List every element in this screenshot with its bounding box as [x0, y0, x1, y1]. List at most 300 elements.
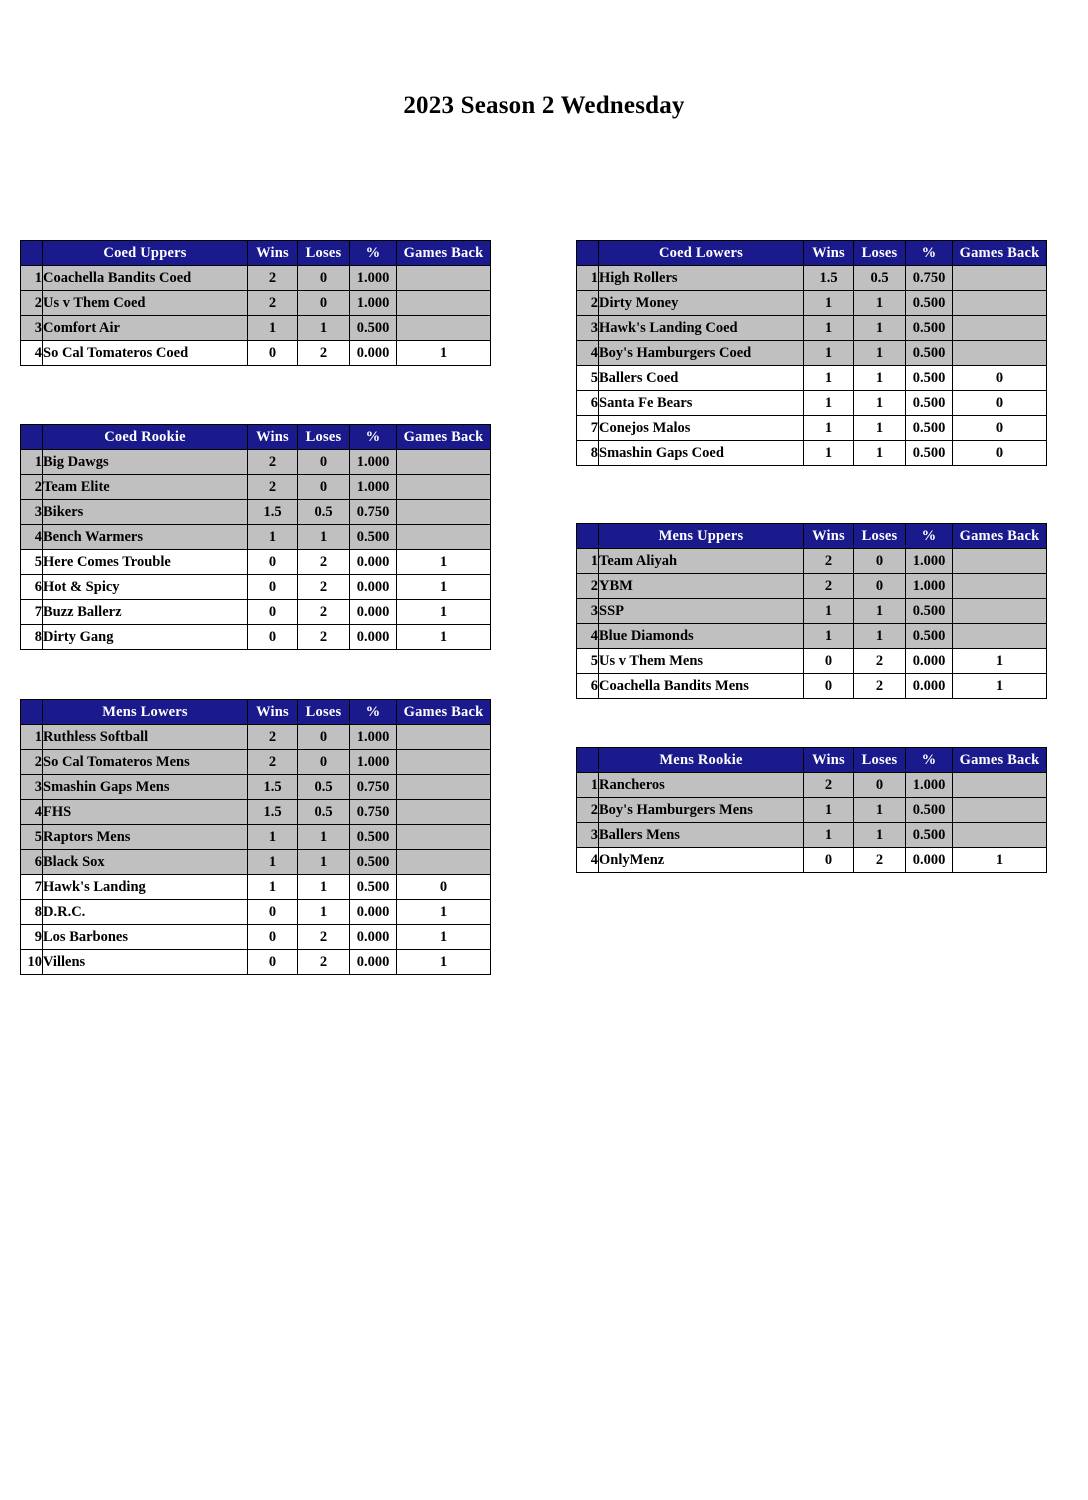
pct-cell: 0.750: [350, 500, 397, 525]
wins-cell: 1: [248, 850, 298, 875]
wins-cell: 1: [248, 875, 298, 900]
rank-cell: 3: [577, 599, 599, 624]
pct-cell: 0.500: [906, 441, 953, 466]
wins-cell: 0: [248, 600, 298, 625]
games-back-cell: 1: [397, 925, 491, 950]
loses-cell: 0.5: [298, 800, 350, 825]
pct-cell: 0.500: [350, 316, 397, 341]
loses-cell: 1: [854, 416, 906, 441]
table-mens-uppers: [576, 523, 1047, 699]
team-name-cell: Ballers Mens: [599, 823, 804, 848]
header-loses: Loses: [298, 241, 350, 266]
table-header-row: [21, 700, 491, 725]
team-name-cell: Boy's Hamburgers Coed: [599, 341, 804, 366]
header-: %: [906, 241, 953, 266]
header-games-back: Games Back: [397, 425, 491, 450]
loses-cell: 0: [298, 475, 350, 500]
games-back-cell: [953, 798, 1047, 823]
table-row: [577, 441, 1047, 466]
loses-cell: 1: [298, 850, 350, 875]
loses-cell: 1: [854, 391, 906, 416]
standings-table-coed-lowers: [576, 240, 1047, 466]
wins-cell: 1: [804, 416, 854, 441]
team-name-cell: Bikers: [43, 500, 248, 525]
games-back-cell: [397, 800, 491, 825]
table-mens-rookie: [576, 747, 1047, 873]
table-row: [577, 848, 1047, 873]
loses-cell: 1: [854, 599, 906, 624]
loses-cell: 1: [854, 341, 906, 366]
table-mens-lowers: [20, 699, 491, 975]
games-back-cell: 1: [953, 674, 1047, 699]
wins-cell: 0: [248, 550, 298, 575]
table-row: [21, 950, 491, 975]
pct-cell: 0.500: [906, 341, 953, 366]
table-row: [21, 725, 491, 750]
header-division-name: Mens Lowers: [43, 700, 248, 725]
games-back-cell: [397, 825, 491, 850]
table-row: [577, 823, 1047, 848]
table-header-row: [21, 241, 491, 266]
pct-cell: 0.000: [350, 341, 397, 366]
wins-cell: 1: [804, 599, 854, 624]
table-row: [577, 366, 1047, 391]
table-row: [21, 525, 491, 550]
team-name-cell: Smashin Gaps Mens: [43, 775, 248, 800]
rank-cell: 2: [577, 574, 599, 599]
rank-cell: 8: [21, 625, 43, 650]
pct-cell: 0.000: [350, 950, 397, 975]
pct-cell: 0.500: [906, 291, 953, 316]
loses-cell: 1: [854, 624, 906, 649]
wins-cell: 0: [804, 674, 854, 699]
header-wins: Wins: [248, 241, 298, 266]
wins-cell: 2: [248, 725, 298, 750]
header-games-back: Games Back: [953, 748, 1047, 773]
loses-cell: 1: [854, 366, 906, 391]
standings-table-mens-lowers: [20, 699, 491, 975]
wins-cell: 2: [804, 549, 854, 574]
loses-cell: 2: [298, 625, 350, 650]
table-coed-uppers: [20, 240, 491, 366]
team-name-cell: Boy's Hamburgers Mens: [599, 798, 804, 823]
games-back-cell: 0: [397, 875, 491, 900]
rank-cell: 5: [21, 825, 43, 850]
team-name-cell: Us v Them Mens: [599, 649, 804, 674]
header-loses: Loses: [298, 425, 350, 450]
pct-cell: 0.500: [906, 391, 953, 416]
pct-cell: 0.500: [906, 798, 953, 823]
pct-cell: 1.000: [350, 475, 397, 500]
team-name-cell: So Cal Tomateros Mens: [43, 750, 248, 775]
header-rank-blank: [577, 524, 599, 549]
team-name-cell: Raptors Mens: [43, 825, 248, 850]
wins-cell: 1: [248, 316, 298, 341]
loses-cell: 1: [298, 525, 350, 550]
loses-cell: 1: [854, 291, 906, 316]
table-row: [577, 266, 1047, 291]
table-row: [21, 291, 491, 316]
team-name-cell: Black Sox: [43, 850, 248, 875]
pct-cell: 1.000: [906, 773, 953, 798]
rank-cell: 4: [577, 848, 599, 873]
team-name-cell: Comfort Air: [43, 316, 248, 341]
wins-cell: 1: [804, 366, 854, 391]
table-row: [577, 773, 1047, 798]
table-row: [577, 798, 1047, 823]
wins-cell: 0: [248, 575, 298, 600]
team-name-cell: Blue Diamonds: [599, 624, 804, 649]
team-name-cell: SSP: [599, 599, 804, 624]
team-name-cell: Buzz Ballerz: [43, 600, 248, 625]
games-back-cell: 1: [397, 950, 491, 975]
team-name-cell: Team Elite: [43, 475, 248, 500]
header-wins: Wins: [804, 748, 854, 773]
table-row: [21, 750, 491, 775]
pct-cell: 0.500: [906, 624, 953, 649]
header-: %: [350, 241, 397, 266]
games-back-cell: [953, 773, 1047, 798]
pct-cell: 1.000: [350, 725, 397, 750]
loses-cell: 2: [854, 848, 906, 873]
header-rank-blank: [21, 700, 43, 725]
rank-cell: 2: [21, 750, 43, 775]
rank-cell: 5: [21, 550, 43, 575]
games-back-cell: [397, 475, 491, 500]
wins-cell: 0: [804, 848, 854, 873]
pct-cell: 0.000: [350, 550, 397, 575]
header-games-back: Games Back: [397, 700, 491, 725]
pct-cell: 0.000: [350, 575, 397, 600]
wins-cell: 1.5: [248, 800, 298, 825]
table-row: [21, 775, 491, 800]
loses-cell: 2: [854, 649, 906, 674]
wins-cell: 0: [248, 900, 298, 925]
header-: %: [906, 748, 953, 773]
rank-cell: 6: [21, 850, 43, 875]
loses-cell: 2: [298, 925, 350, 950]
wins-cell: 0: [248, 625, 298, 650]
pct-cell: 1.000: [906, 574, 953, 599]
games-back-cell: 0: [953, 366, 1047, 391]
wins-cell: 2: [804, 773, 854, 798]
standings-table-coed-rookie: [20, 424, 491, 650]
rank-cell: 4: [21, 341, 43, 366]
rank-cell: 1: [577, 549, 599, 574]
table-row: [577, 549, 1047, 574]
rank-cell: 9: [21, 925, 43, 950]
pct-cell: 0.500: [906, 366, 953, 391]
header-: %: [906, 524, 953, 549]
header-wins: Wins: [248, 700, 298, 725]
team-name-cell: Coachella Bandits Coed: [43, 266, 248, 291]
wins-cell: 1: [248, 825, 298, 850]
rank-cell: 3: [21, 775, 43, 800]
team-name-cell: Us v Them Coed: [43, 291, 248, 316]
team-name-cell: D.R.C.: [43, 900, 248, 925]
games-back-cell: [397, 525, 491, 550]
pct-cell: 0.000: [906, 649, 953, 674]
rank-cell: 6: [577, 674, 599, 699]
loses-cell: 2: [298, 575, 350, 600]
pct-cell: 0.000: [350, 900, 397, 925]
wins-cell: 1.5: [804, 266, 854, 291]
loses-cell: 2: [298, 550, 350, 575]
wins-cell: 1: [804, 798, 854, 823]
rank-cell: 3: [577, 316, 599, 341]
table-coed-lowers: [576, 240, 1047, 466]
games-back-cell: [397, 450, 491, 475]
table-row: [577, 291, 1047, 316]
table-row: [577, 599, 1047, 624]
table-header-row: [577, 748, 1047, 773]
games-back-cell: [953, 291, 1047, 316]
pct-cell: 0.500: [350, 525, 397, 550]
wins-cell: 1: [804, 441, 854, 466]
loses-cell: 0: [298, 450, 350, 475]
page-title: 2023 Season 2 Wednesday: [403, 92, 685, 119]
pct-cell: 0.000: [350, 925, 397, 950]
wins-cell: 1: [804, 291, 854, 316]
games-back-cell: [397, 850, 491, 875]
games-back-cell: [397, 750, 491, 775]
table-row: [577, 574, 1047, 599]
pct-cell: 0.000: [350, 600, 397, 625]
table-row: [21, 450, 491, 475]
pct-cell: 1.000: [350, 450, 397, 475]
team-name-cell: FHS: [43, 800, 248, 825]
table-row: [577, 674, 1047, 699]
team-name-cell: Ballers Coed: [599, 366, 804, 391]
pct-cell: 0.500: [906, 416, 953, 441]
games-back-cell: [397, 725, 491, 750]
header-: %: [350, 700, 397, 725]
pct-cell: 0.500: [350, 850, 397, 875]
standings-table-coed-uppers: [20, 240, 491, 366]
rank-cell: 10: [21, 950, 43, 975]
games-back-cell: 1: [397, 600, 491, 625]
loses-cell: 2: [298, 600, 350, 625]
pct-cell: 0.000: [906, 848, 953, 873]
table-row: [577, 624, 1047, 649]
header-loses: Loses: [854, 748, 906, 773]
wins-cell: 1: [804, 316, 854, 341]
table-row: [577, 649, 1047, 674]
table-row: [577, 341, 1047, 366]
team-name-cell: Hot & Spicy: [43, 575, 248, 600]
header-rank-blank: [21, 425, 43, 450]
header-rank-blank: [577, 241, 599, 266]
rank-cell: 4: [21, 525, 43, 550]
header-wins: Wins: [804, 241, 854, 266]
header-wins: Wins: [248, 425, 298, 450]
games-back-cell: [397, 775, 491, 800]
team-name-cell: So Cal Tomateros Coed: [43, 341, 248, 366]
rank-cell: 2: [21, 475, 43, 500]
loses-cell: 0.5: [298, 500, 350, 525]
wins-cell: 2: [804, 574, 854, 599]
loses-cell: 1: [854, 823, 906, 848]
team-name-cell: Conejos Malos: [599, 416, 804, 441]
header-division-name: Coed Lowers: [599, 241, 804, 266]
pct-cell: 0.000: [350, 625, 397, 650]
standings-table-mens-rookie: [576, 747, 1047, 873]
header-games-back: Games Back: [953, 241, 1047, 266]
wins-cell: 1: [248, 525, 298, 550]
header-loses: Loses: [298, 700, 350, 725]
wins-cell: 0: [248, 925, 298, 950]
header-loses: Loses: [854, 524, 906, 549]
team-name-cell: Big Dawgs: [43, 450, 248, 475]
games-back-cell: [953, 599, 1047, 624]
games-back-cell: 1: [397, 900, 491, 925]
loses-cell: 2: [298, 950, 350, 975]
games-back-cell: [953, 341, 1047, 366]
games-back-cell: [953, 266, 1047, 291]
wins-cell: 1: [804, 823, 854, 848]
wins-cell: 2: [248, 266, 298, 291]
games-back-cell: [397, 500, 491, 525]
pct-cell: 0.500: [906, 599, 953, 624]
header-division-name: Coed Rookie: [43, 425, 248, 450]
loses-cell: 1: [298, 316, 350, 341]
rank-cell: 2: [577, 291, 599, 316]
rank-cell: 4: [577, 341, 599, 366]
loses-cell: 1: [298, 875, 350, 900]
rank-cell: 1: [577, 266, 599, 291]
team-name-cell: Hawk's Landing Coed: [599, 316, 804, 341]
team-name-cell: YBM: [599, 574, 804, 599]
games-back-cell: 0: [953, 416, 1047, 441]
wins-cell: 0: [248, 341, 298, 366]
rank-cell: 3: [577, 823, 599, 848]
table-row: [21, 266, 491, 291]
pct-cell: 0.500: [350, 875, 397, 900]
wins-cell: 0: [248, 950, 298, 975]
header-division-name: Mens Rookie: [599, 748, 804, 773]
loses-cell: 1: [854, 441, 906, 466]
wins-cell: 1: [804, 341, 854, 366]
team-name-cell: Here Comes Trouble: [43, 550, 248, 575]
games-back-cell: [953, 549, 1047, 574]
table-row: [21, 875, 491, 900]
header-wins: Wins: [804, 524, 854, 549]
pct-cell: 1.000: [906, 549, 953, 574]
games-back-cell: [953, 823, 1047, 848]
team-name-cell: Villens: [43, 950, 248, 975]
team-name-cell: Coachella Bandits Mens: [599, 674, 804, 699]
team-name-cell: Santa Fe Bears: [599, 391, 804, 416]
pct-cell: 0.750: [350, 800, 397, 825]
header-loses: Loses: [854, 241, 906, 266]
loses-cell: 2: [298, 341, 350, 366]
loses-cell: 1: [298, 825, 350, 850]
games-back-cell: [397, 291, 491, 316]
standings-table-mens-uppers: [576, 523, 1047, 699]
table-row: [21, 316, 491, 341]
rank-cell: 3: [21, 500, 43, 525]
rank-cell: 1: [21, 725, 43, 750]
wins-cell: 2: [248, 450, 298, 475]
table-row: [577, 416, 1047, 441]
loses-cell: 1: [854, 798, 906, 823]
table-row: [21, 625, 491, 650]
team-name-cell: Los Barbones: [43, 925, 248, 950]
rank-cell: 4: [577, 624, 599, 649]
loses-cell: 0.5: [854, 266, 906, 291]
header-division-name: Coed Uppers: [43, 241, 248, 266]
pct-cell: 0.750: [350, 775, 397, 800]
table-row: [21, 575, 491, 600]
table-row: [21, 900, 491, 925]
loses-cell: 1: [854, 316, 906, 341]
games-back-cell: 1: [953, 649, 1047, 674]
rank-cell: 5: [577, 366, 599, 391]
games-back-cell: [953, 624, 1047, 649]
table-row: [21, 341, 491, 366]
pct-cell: 0.500: [906, 823, 953, 848]
pct-cell: 0.500: [350, 825, 397, 850]
team-name-cell: Team Aliyah: [599, 549, 804, 574]
pct-cell: 1.000: [350, 266, 397, 291]
rank-cell: 7: [577, 416, 599, 441]
table-header-row: [577, 241, 1047, 266]
header-: %: [350, 425, 397, 450]
table-row: [577, 391, 1047, 416]
rank-cell: 2: [21, 291, 43, 316]
table-row: [21, 550, 491, 575]
table-row: [21, 925, 491, 950]
games-back-cell: [397, 316, 491, 341]
table-row: [21, 850, 491, 875]
team-name-cell: High Rollers: [599, 266, 804, 291]
team-name-cell: Rancheros: [599, 773, 804, 798]
team-name-cell: Smashin Gaps Coed: [599, 441, 804, 466]
wins-cell: 0: [804, 649, 854, 674]
loses-cell: 0: [298, 725, 350, 750]
loses-cell: 2: [854, 674, 906, 699]
wins-cell: 1: [804, 624, 854, 649]
table-row: [21, 825, 491, 850]
header-rank-blank: [577, 748, 599, 773]
games-back-cell: [953, 574, 1047, 599]
loses-cell: 0: [298, 291, 350, 316]
rank-cell: 7: [21, 875, 43, 900]
games-back-cell: 1: [953, 848, 1047, 873]
games-back-cell: [953, 316, 1047, 341]
pct-cell: 1.000: [350, 750, 397, 775]
header-games-back: Games Back: [953, 524, 1047, 549]
wins-cell: 2: [248, 291, 298, 316]
header-division-name: Mens Uppers: [599, 524, 804, 549]
pct-cell: 1.000: [350, 291, 397, 316]
rank-cell: 8: [577, 441, 599, 466]
team-name-cell: Dirty Money: [599, 291, 804, 316]
wins-cell: 1.5: [248, 500, 298, 525]
rank-cell: 1: [577, 773, 599, 798]
loses-cell: 0: [298, 750, 350, 775]
team-name-cell: Bench Warmers: [43, 525, 248, 550]
wins-cell: 2: [248, 750, 298, 775]
loses-cell: 0: [854, 773, 906, 798]
wins-cell: 2: [248, 475, 298, 500]
games-back-cell: 1: [397, 550, 491, 575]
games-back-cell: 1: [397, 625, 491, 650]
table-row: [577, 316, 1047, 341]
pct-cell: 0.000: [906, 674, 953, 699]
table-coed-rookie: [20, 424, 491, 650]
table-header-row: [577, 524, 1047, 549]
